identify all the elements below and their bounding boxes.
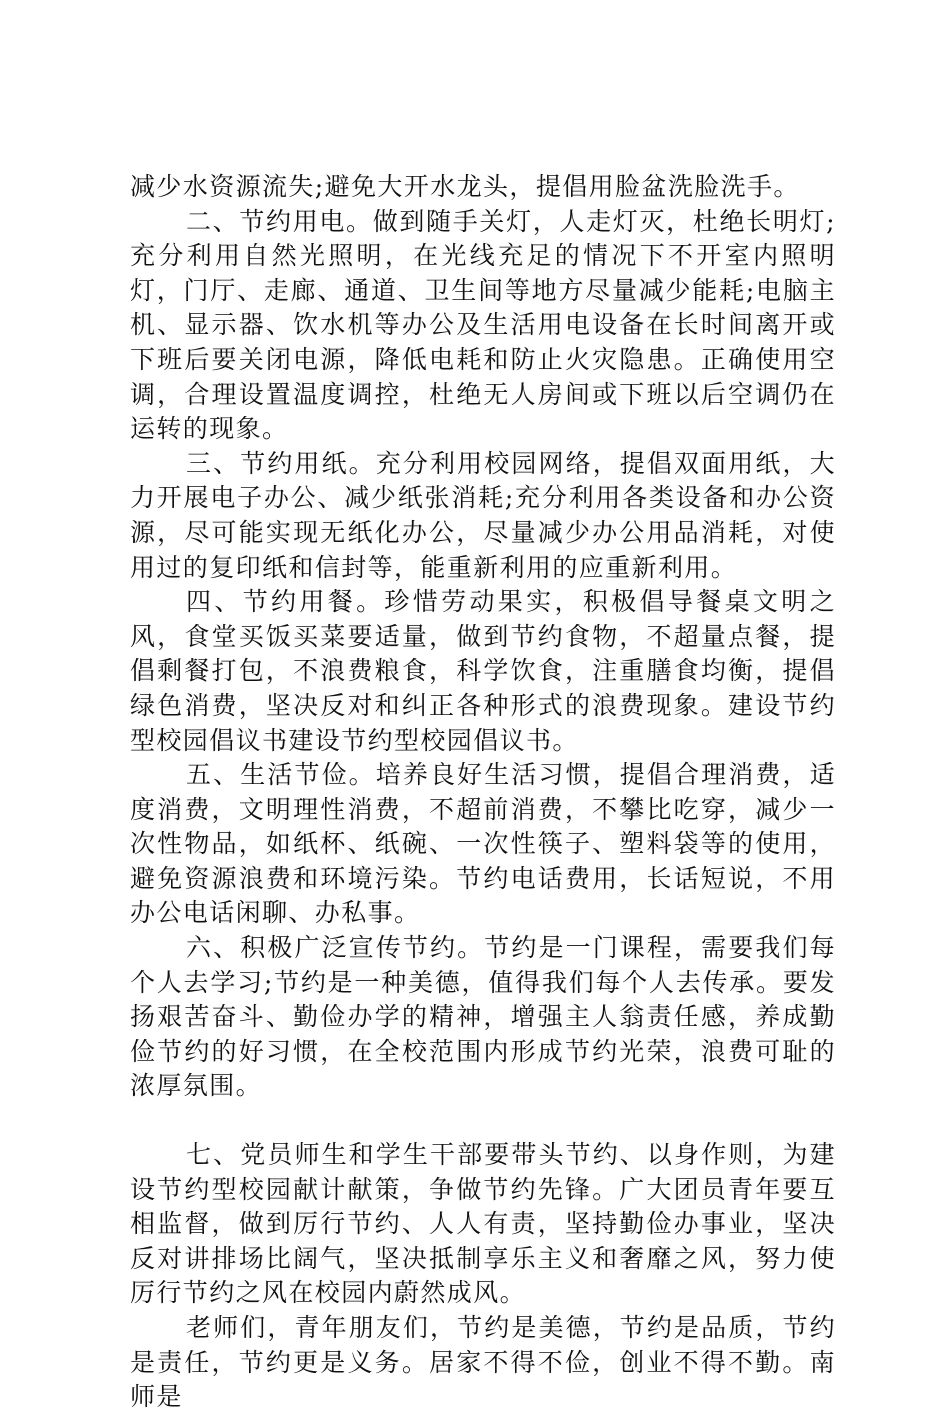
paragraph-save-electricity: 二、节约用电。做到随手关灯，人走灯灭，杜绝长明灯;充分利用自然光照明，在光线充足的情况下不开室内照明灯，门厅、走廊、通道、卫生间等地方尽量减少能耗;电脑主机、显示器、饮水机等办公及生活用电设备在长时间离开或下班后要关闭电源，降低电耗和防止火灾隐患。正确使用空调，合理设置温度调控，杜绝无人房间或下班以后空调仍在运转的现象。	[130, 206, 836, 444]
paragraph-continuation: 减少水资源流失;避免大开水龙头，提倡用脸盆洗脸洗手。	[130, 172, 800, 201]
paragraph-save-food: 四、节约用餐。珍惜劳动果实，积极倡导餐桌文明之风，食堂买饭买菜要适量，做到节约食物，不超量点餐，提倡剩餐打包，不浪费粮食，科学饮食，注重膳食均衡，提倡绿色消费，坚决反对和纠正各种形式的浪费现象。建设节约型校园倡议书建设节约型校园倡议书。	[130, 587, 836, 755]
paragraph-frugal-living: 五、生活节俭。培养良好生活习惯，提倡合理消费，适度消费，文明理性消费，不超前消费，不攀比吃穿，减少一次性物品，如纸杯、纸碗、一次性筷子、塑料袋等的使用，避免资源浪费和环境污染。节约电话费用，长话短说，不用办公电话闲聊、办私事。	[130, 760, 836, 928]
document-body	[130, 170, 836, 1415]
paragraph-gap	[130, 1104, 836, 1138]
paragraph-promote-thrift: 六、积极广泛宣传节约。节约是一门课程，需要我们每个人去学习;节约是一种美德，值得我们每个人去传承。要发扬艰苦奋斗、勤俭办学的精神，增强主人翁责任感，养成勤俭节约的好习惯，在全校范围内形成节约光荣，浪费可耻的浓厚氛围。	[130, 933, 836, 1101]
paragraph-save-paper: 三、节约用纸。充分利用校园网络，提倡双面用纸，大力开展电子办公、减少纸张消耗;充分利用各类设备和办公资源，尽可能实现无纸化办公，尽量减少办公用品消耗，对使用过的复印纸和信封等，能重新利用的应重新利用。	[130, 448, 836, 582]
paragraph-lead-by-example: 七、党员师生和学生干部要带头节约、以身作则，为建设节约型校园献计献策，争做节约先锋。广大团员青年要互相监督，做到厉行节约、人人有责，坚持勤俭办事业，坚决反对讲排场比阔气，坚决抵制享乐主义和奢靡之风，努力使厉行节约之风在校园内蔚然成风。	[130, 1140, 836, 1308]
paragraph-closing: 老师们，青年朋友们，节约是美德，节约是品质，节约是责任，节约更是义务。居家不得不俭，创业不得不勤。南师是	[130, 1313, 836, 1412]
